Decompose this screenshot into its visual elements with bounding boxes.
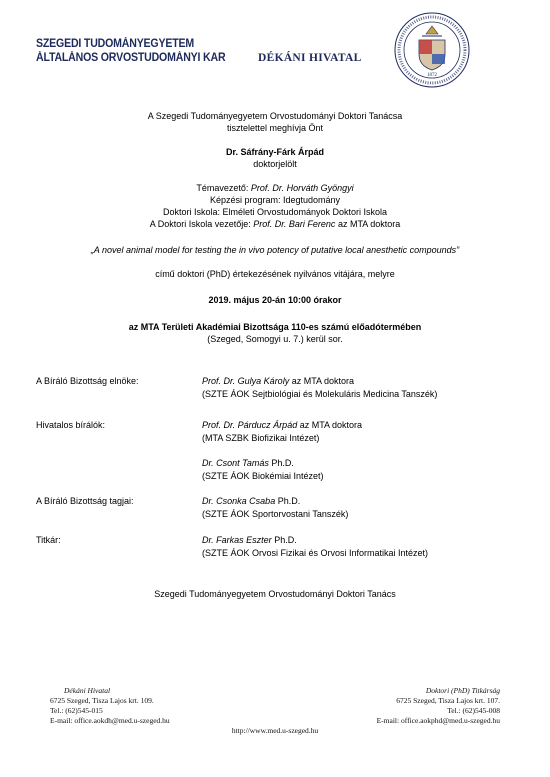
supervisor-line: Témavezető: Prof. Dr. Horváth Gyöngyi (196, 183, 354, 193)
footer-right-address: 6725 Szeged, Tisza Lajos krt. 107. (396, 696, 500, 705)
footer-url[interactable]: http://www.med.u-szeged.hu (231, 726, 319, 735)
invitation-line1: A Szegedi Tudományegyetem Orvostudományi Doktori Tanácsa (147, 111, 403, 121)
footer-left-title: Dékáni Hivatal (64, 686, 111, 695)
footer-left-tel: Tel.: (62)545-015 (50, 706, 103, 715)
reviewer2-name-line: Dr. Csont Tamás Ph.D. (202, 458, 294, 468)
school-line: Doktori Iskola: Elméleti Orvostudományok Doktori Iskola (162, 207, 388, 217)
invitation-line2: tisztelettel meghívja Önt (226, 123, 324, 133)
supervisor-name: Prof. Dr. Horváth Gyöngyi (250, 183, 354, 193)
thesis-title: „A novel animal model for testing the in vivo potency of putative local anesthetic compounds” (90, 245, 460, 255)
secretary-affiliation: (SZTE ÁOK Orvosi Fizikai és Orvosi Informatikai Intézet) (202, 548, 429, 558)
member1-name-line: Dr. Csonka Csaba Ph.D. (202, 496, 301, 506)
footer-right-email[interactable]: E-mail: office.aokphd@med.u-szeged.hu (376, 716, 500, 725)
footer-right-title: Doktori (PhD) Titkárság (425, 686, 500, 695)
office-name: DÉKÁNI HIVATAL (258, 52, 362, 64)
event-address: (Szeged, Somogyi u. 7.) kerül sor. (207, 334, 343, 344)
footer-left-email[interactable]: E-mail: office.aokdh@med.u-szeged.hu (50, 716, 170, 725)
chair-label: A Bíráló Bizottság elnöke: (36, 376, 139, 386)
candidate-name: Dr. Sáfrány-Fárk Árpád (225, 147, 325, 157)
chair-affiliation: (SZTE ÁOK Sejtbiológiai és Molekuláris Medicina Tanszék) (202, 389, 438, 399)
reviewers-label: Hivatalos bírálók: (36, 420, 106, 430)
university-seal-icon (392, 10, 472, 90)
school-head-line: A Doktori Iskola vezetője: Prof. Dr. Bari Ferenc az MTA doktora (149, 219, 401, 229)
university-name-line2: ÁLTALÁNOS ORVOSTUDOMÁNYI KAR (36, 52, 226, 64)
footer-right (340, 686, 500, 726)
program-line: Képzési program: Idegtudomány (209, 195, 341, 205)
secretary-name-line: Dr. Farkas Eszter Ph.D. (202, 535, 297, 545)
svg-text:1872: 1872 (427, 73, 437, 78)
footer-right-tel: Tel.: (62)545-008 (447, 706, 500, 715)
closing-signature: Szegedi Tudományegyetem Orvostudományi Doktori Tanács (154, 589, 396, 599)
school-head-name: Prof. Dr. Bari Ferenc (253, 219, 336, 229)
university-name-line1: SZEGEDI TUDOMÁNYEGYETEM (36, 38, 195, 50)
reviewer1-affiliation: (MTA SZBK Biofizikai Intézet) (202, 433, 320, 443)
candidate-role: doktorjelölt (253, 159, 297, 169)
members-label: A Bíráló Bizottság tagjai: (36, 496, 134, 506)
thesis-caption: című doktori (PhD) értekezésének nyilvános vitájára, melyre (155, 269, 395, 279)
member1-affiliation: (SZTE ÁOK Sportorvostani Tanszék) (202, 509, 349, 519)
footer-left-address: 6725 Szeged, Tisza Lajos krt. 109. (50, 696, 154, 705)
secretary-label: Titkár: (36, 535, 61, 545)
event-datetime: 2019. május 20-án 10:00 órakor (208, 295, 342, 305)
event-venue: az MTA Területi Akadémiai Bizottsága 110-es számú előadótermében (128, 322, 422, 332)
reviewer2-affiliation: (SZTE ÁOK Biokémiai Intézet) (202, 471, 324, 481)
footer-left (50, 686, 210, 726)
chair-name-line: Prof. Dr. Gulya Károly az MTA doktora (202, 376, 355, 386)
reviewer1-name-line: Prof. Dr. Párducz Árpád az MTA doktora (202, 420, 363, 430)
